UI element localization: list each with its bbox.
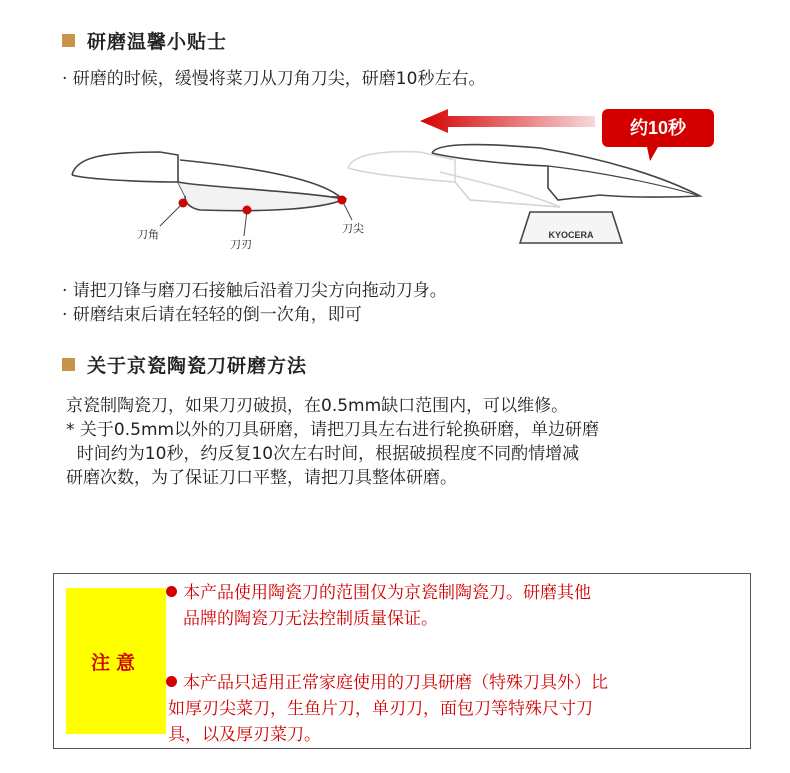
paragraph-line: 京瓷制陶瓷刀，如果刀刃破损，在0.5mm缺口范围内，可以维修。 [66,396,569,416]
notice-text: 具，以及厚刃菜刀。 [168,725,321,745]
section-title: 研磨温馨小贴士 [87,31,228,53]
heading-square-icon [62,358,75,371]
section-heading-repair [62,351,307,378]
notice-item [166,670,608,748]
label-tip: 刀尖 [342,222,364,235]
time-badge [602,109,714,161]
knife-left-icon [72,152,352,236]
notice-box [53,573,751,749]
direction-arrow-icon [420,109,595,133]
section-title: 关于京瓷陶瓷刀研磨方法 [87,355,308,377]
label-heel: 刀角 [137,228,159,241]
tip-line: · 研磨结束后请在轻轻的倒一次角，即可 [62,305,362,325]
badge-label: 约10秒 [629,118,687,138]
knife-ghost-icon [348,152,560,207]
notice-item [166,580,591,632]
notice-text: 品牌的陶瓷刀无法控制质量保证。 [183,609,438,629]
bullet-dot-icon [166,676,177,687]
paragraph-line: * 关于0.5mm以外的刀具研磨，请把刀具左右进行轮换研磨，单边研磨 [66,420,600,440]
notice-text: 本产品只适用正常家庭使用的刀具研磨（特殊刀具外）比 [183,673,608,693]
paragraph-line: 研磨次数，为了保证刀口平整，请把刀具整体研磨。 [66,468,457,488]
notice-label-box [66,588,166,734]
label-edge: 刀刃 [230,238,252,251]
sharpener-icon [520,212,622,243]
tip-line: · 研磨的时候，缓慢将菜刀从刀角刀尖，研磨10秒左右。 [62,69,486,89]
paragraph-line: 时间约为10秒，约反复10次左右时间，根据破损程度不同酌情增减 [66,444,580,464]
bullet-dot-icon [166,586,177,597]
notice-text: 本产品使用陶瓷刀的范围仅为京瓷制陶瓷刀。研磨其他 [183,583,591,603]
tip-line: · 请把刀锋与磨刀石接触后沿着刀尖方向拖动刀身。 [62,281,447,301]
section-heading-tips [62,27,227,54]
notice-label: 注意 [90,651,141,674]
notice-text: 如厚刃尖菜刀，生鱼片刀，单刃刀，面包刀等特殊尺寸刀 [168,699,593,719]
heading-square-icon [62,34,75,47]
sharpening-illustration [0,100,790,260]
knife-right-icon [432,145,700,200]
brand-label: KYOCERA [548,230,594,240]
